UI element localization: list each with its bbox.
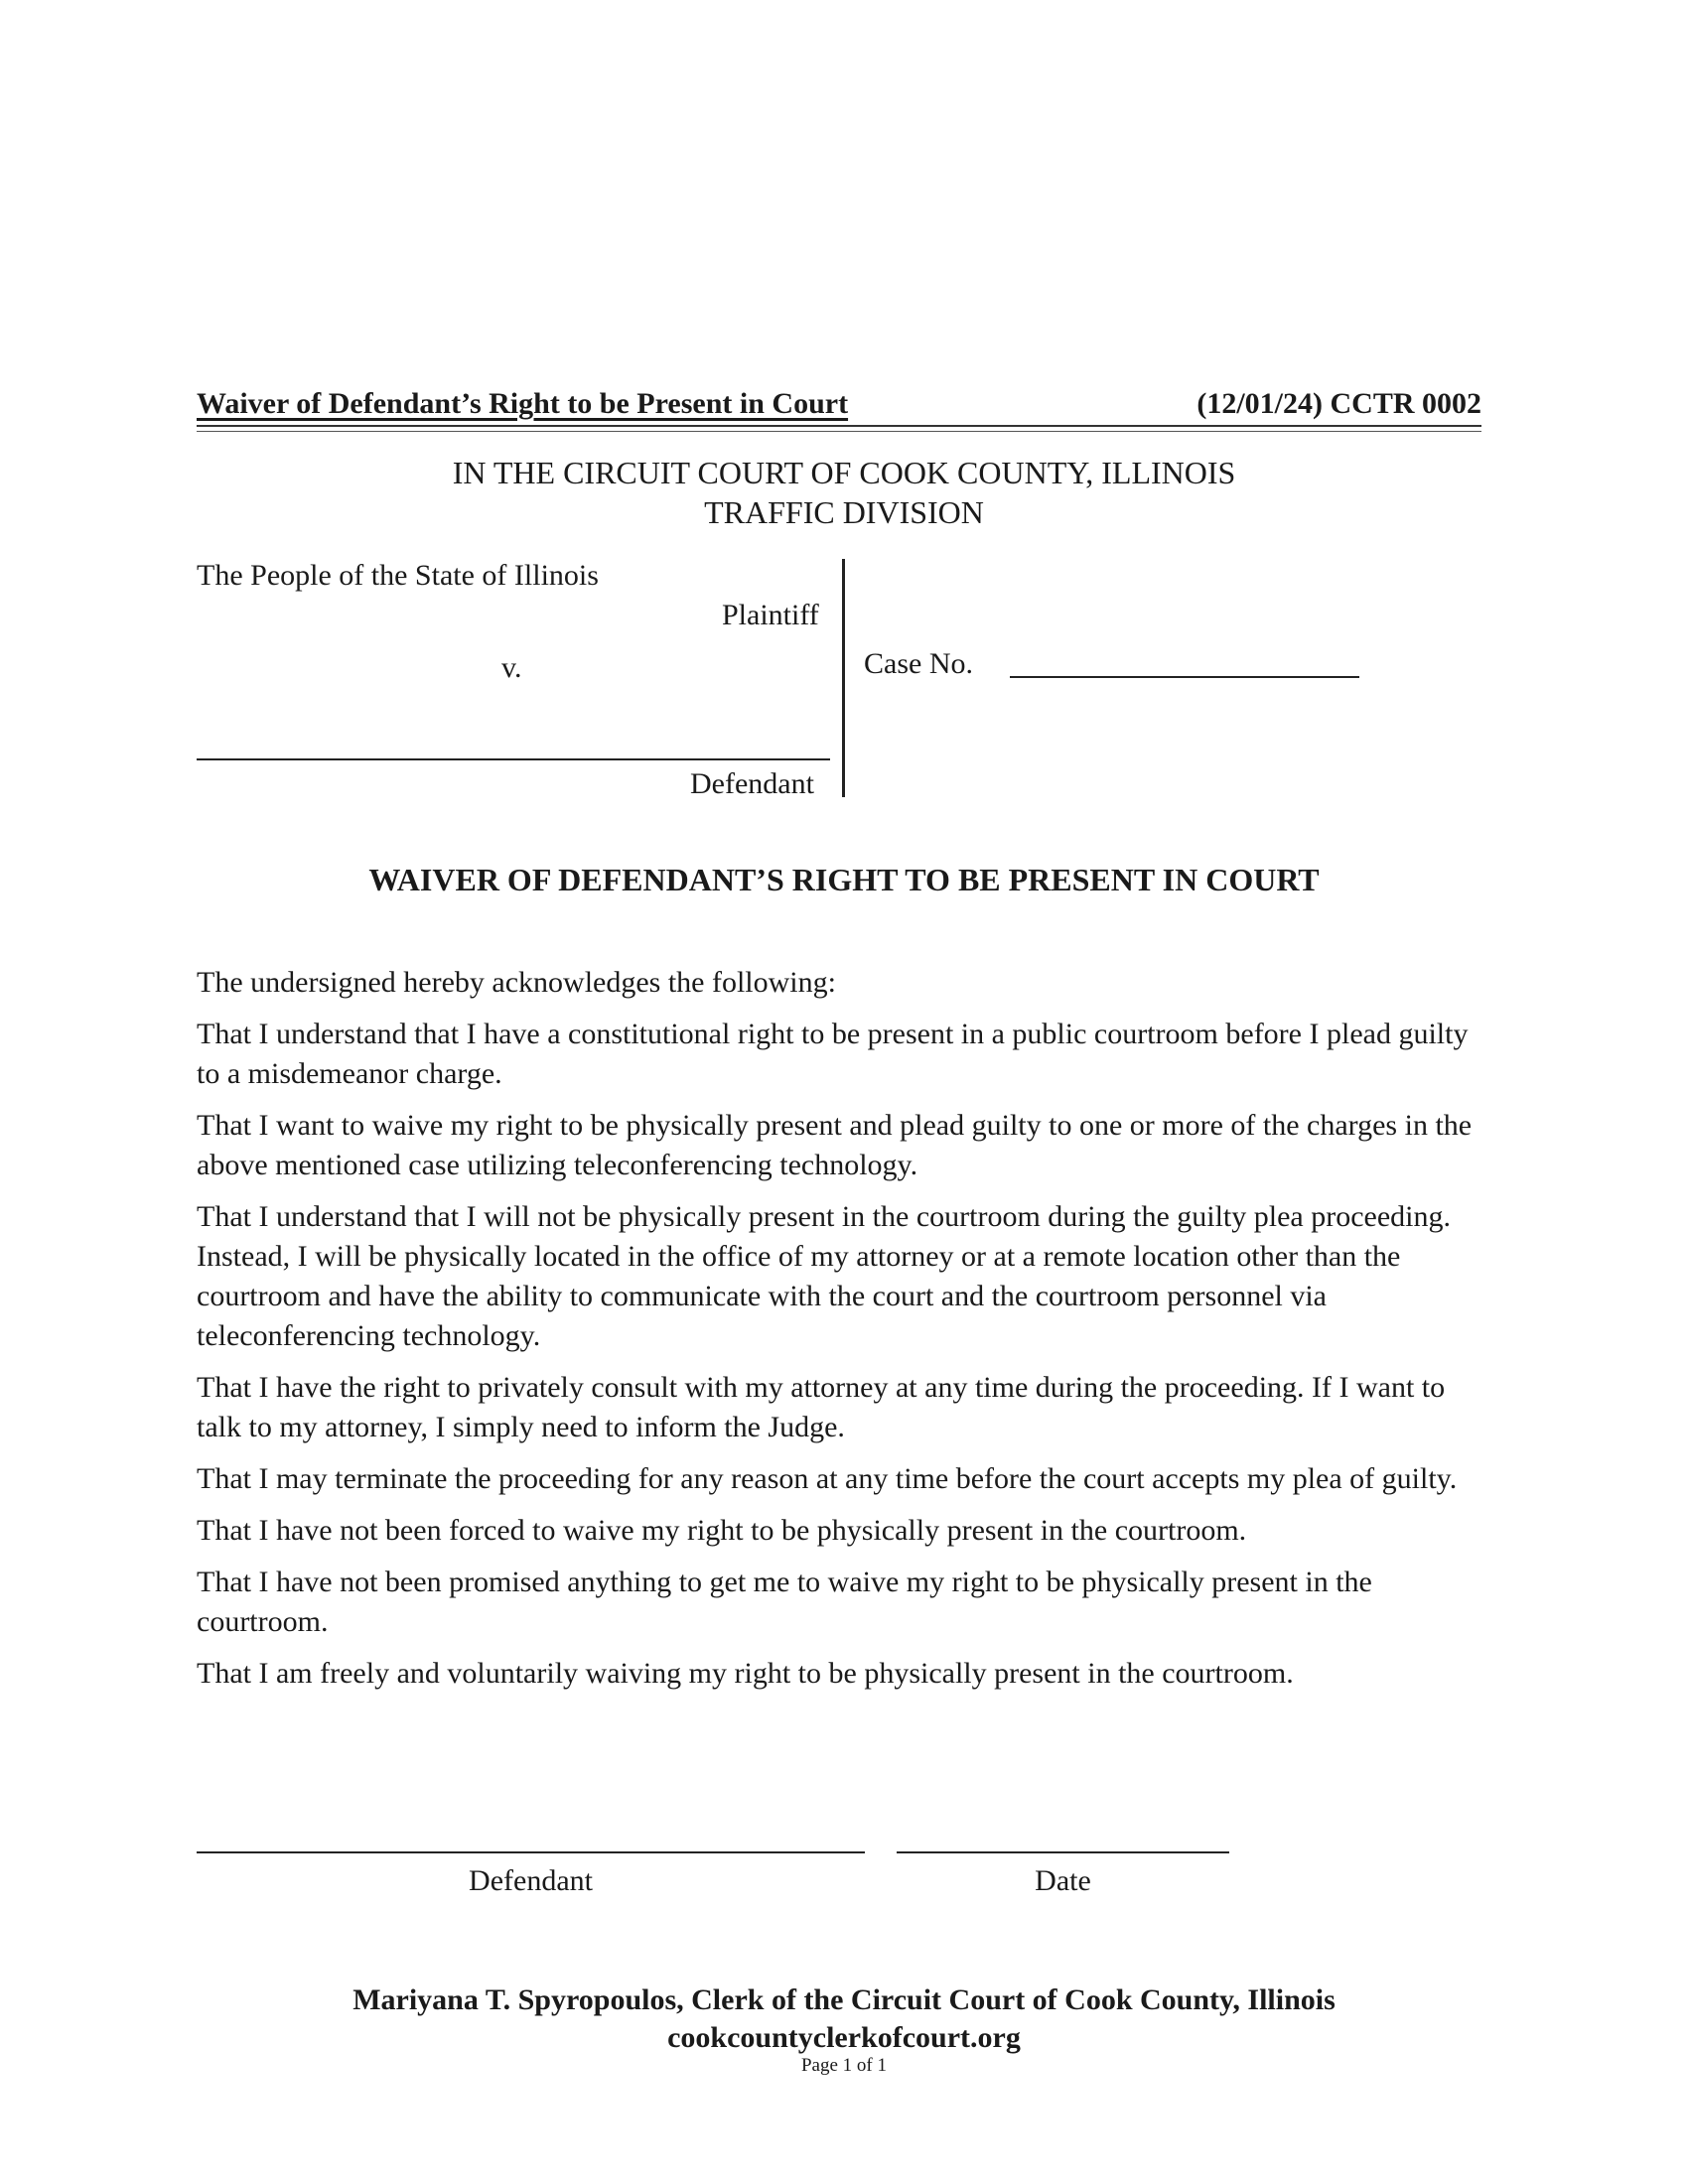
intro-paragraph: The undersigned hereby acknowledges the following: <box>197 966 836 999</box>
date-field[interactable] <box>897 1851 1229 1853</box>
acknowledgment-paragraph: That I have the right to privately consult with my attorney at any time during the proceeding. If I want to talk to my attorney, I simply need to inform the Judge. <box>197 1371 1446 1443</box>
plaintiff-label: Plaintiff <box>722 599 819 631</box>
acknowledgment-paragraph: That I have not been promised anything to get me to waive my right to be physically present in the courtroom. <box>197 1566 1372 1638</box>
form-header-title: Waiver of Defendant’s Right to be Present in Court <box>197 387 849 420</box>
acknowledgment-paragraph: That I have not been forced to waive my right to be physically present in the courtroom. <box>197 1514 1247 1547</box>
versus: v. <box>501 651 522 684</box>
defendant-signature-label: Defendant <box>469 1864 593 1897</box>
acknowledgment-paragraph: That I understand that I have a constitutional right to be present in a public courtroom before I plead guilty to a misdemeanor charge. <box>197 1018 1469 1090</box>
date-label: Date <box>1035 1864 1091 1897</box>
court-division: TRAFFIC DIVISION <box>704 494 984 530</box>
acknowledgment-paragraph: That I understand that I will not be physically present in the courtroom during the guilty plea proceeding. Instead, I will be physically located in the office of my attorney or at a remote location other than the courtroom and have the ability to communicate with the court and the courtroom personnel via teleconferencing technology. <box>197 1200 1452 1352</box>
defendant-signature-field[interactable] <box>197 1851 865 1853</box>
form-code: (12/01/24) CCTR 0002 <box>1196 387 1481 420</box>
page-title: WAIVER OF DEFENDANT’S RIGHT TO BE PRESENT IN COURT <box>368 862 1320 897</box>
court-name: IN THE CIRCUIT COURT OF COOK COUNTY, ILLINOIS <box>452 455 1236 490</box>
acknowledgment-paragraph: That I may terminate the proceeding for any reason at any time before the court accepts my plea of guilty. <box>197 1462 1458 1495</box>
caption-divider <box>842 559 845 797</box>
acknowledgment-body <box>197 963 1487 1706</box>
header-rule <box>197 425 1481 427</box>
defendant-label: Defendant <box>690 767 814 800</box>
case-no-field[interactable] <box>1010 676 1359 678</box>
page-number: Page 1 of 1 <box>800 2055 887 2076</box>
case-no-label: Case No. <box>864 647 973 680</box>
clerk-website[interactable]: cookcountyclerkofcourt.org <box>667 2021 1021 2054</box>
plaintiff-name: The People of the State of Illinois <box>197 559 599 592</box>
acknowledgment-paragraph: That I want to waive my right to be physically present and plead guilty to one or more of the charges in the above mentioned case utilizing teleconferencing technology. <box>197 1109 1473 1181</box>
header-rule-thin <box>197 431 1481 432</box>
clerk-name: Mariyana T. Spyropoulos, Clerk of the Circuit Court of Cook County, Illinois <box>352 1983 1336 2016</box>
acknowledgment-paragraph: That I am freely and voluntarily waiving my right to be physically present in the courtroom. <box>197 1657 1294 1690</box>
defendant-name-field[interactable] <box>197 758 830 760</box>
